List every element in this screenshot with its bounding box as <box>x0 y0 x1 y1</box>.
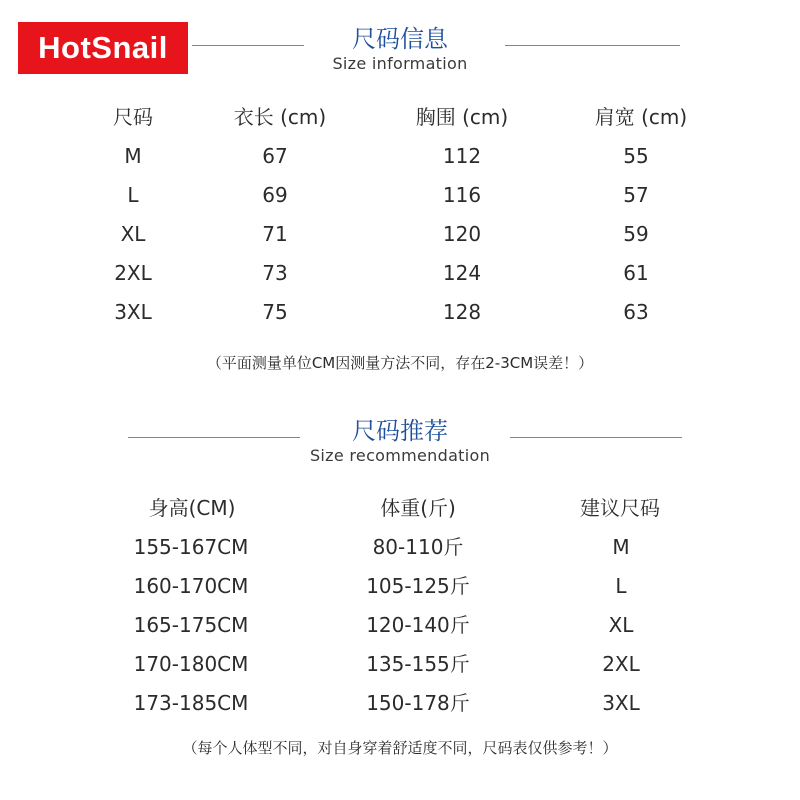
table-cell: 120-140斤 <box>366 613 470 637</box>
table-cell: 55 <box>623 144 649 168</box>
table-header-row <box>0 489 800 528</box>
table-row <box>0 528 800 567</box>
column-header: 体重(斤) <box>380 496 456 520</box>
size-rec-subtitle: Size recommendation <box>309 446 491 465</box>
header-rule-left <box>192 45 304 46</box>
table-cell: 105-125斤 <box>366 574 470 598</box>
table-cell: L <box>615 574 627 598</box>
table-cell: 61 <box>623 261 649 285</box>
table-row <box>0 684 800 723</box>
table-cell: 150-178斤 <box>366 691 470 715</box>
column-header: 衣长 (cm) <box>233 105 327 129</box>
column-header: 身高(CM) <box>148 496 236 520</box>
table-cell: 170-180CM <box>133 652 249 676</box>
table-cell: 3XL <box>114 300 152 324</box>
size-rec-title: 尺码推荐 <box>352 417 448 445</box>
table-cell: 75 <box>262 300 288 324</box>
table-cell: 128 <box>442 300 482 324</box>
table-cell: 69 <box>262 183 288 207</box>
table-cell: 73 <box>262 261 288 285</box>
table-cell: 165-175CM <box>133 613 249 637</box>
table-cell: 3XL <box>602 691 640 715</box>
brand-logo-text: HotSnail <box>38 30 168 65</box>
table-row <box>0 645 800 684</box>
table-cell: 116 <box>442 183 482 207</box>
table-header-row <box>0 98 800 137</box>
table-cell: XL <box>608 613 634 637</box>
table-cell: 59 <box>623 222 649 246</box>
table-cell: 2XL <box>114 261 152 285</box>
header-rule-right <box>505 45 680 46</box>
column-header: 建议尺码 <box>580 496 660 520</box>
table-row <box>0 293 800 332</box>
size-rec-table <box>0 489 800 723</box>
header-rule-left <box>128 437 300 438</box>
table-cell: 120 <box>442 222 482 246</box>
size-info-table <box>0 98 800 332</box>
table-cell: 160-170CM <box>133 574 249 598</box>
table-cell: 135-155斤 <box>366 652 470 676</box>
table-row <box>0 567 800 606</box>
table-row <box>0 137 800 176</box>
measurement-note: （平面测量单位CM因测量方法不同，存在2-3CM误差！） <box>206 354 594 372</box>
column-header: 尺码 <box>113 105 153 129</box>
table-cell: 63 <box>623 300 649 324</box>
table-cell: L <box>127 183 139 207</box>
table-row <box>0 176 800 215</box>
table-cell: 80-110斤 <box>372 535 464 559</box>
table-row <box>0 254 800 293</box>
table-cell: 57 <box>623 183 649 207</box>
size-rec-header <box>0 416 800 466</box>
table-cell: 124 <box>442 261 482 285</box>
size-info-subtitle: Size information <box>332 54 468 73</box>
column-header: 肩宽 (cm) <box>594 105 688 129</box>
table-row <box>0 215 800 254</box>
table-cell: 71 <box>262 222 288 246</box>
size-info-title: 尺码信息 <box>352 25 448 53</box>
header-rule-right <box>510 437 682 438</box>
reference-note: （每个人体型不同，对自身穿着舒适度不同，尺码表仅供参考！） <box>182 739 618 757</box>
table-cell: 2XL <box>602 652 640 676</box>
table-cell: M <box>612 535 630 559</box>
table-cell: 67 <box>262 144 288 168</box>
table-cell: 155-167CM <box>133 535 249 559</box>
column-header: 胸围 (cm) <box>415 105 509 129</box>
table-cell: 112 <box>442 144 482 168</box>
size-info-header <box>0 24 800 74</box>
table-cell: 173-185CM <box>133 691 249 715</box>
table-cell: XL <box>120 222 146 246</box>
table-cell: M <box>124 144 142 168</box>
table-row <box>0 606 800 645</box>
